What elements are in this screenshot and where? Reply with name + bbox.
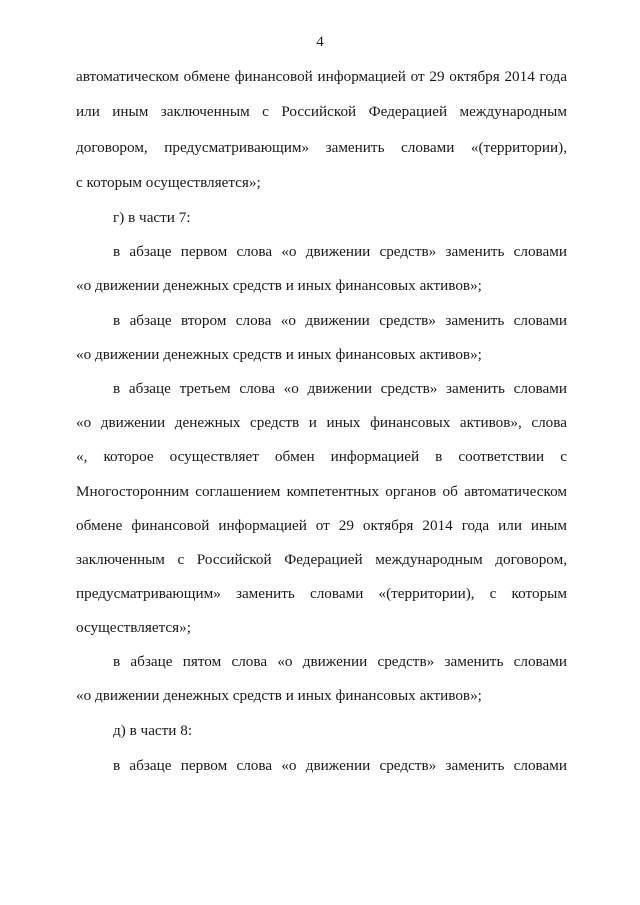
text-line: в абзаце первом слова «о движении средств» заменить словами [113, 757, 567, 774]
page-number: 4 [316, 34, 324, 50]
text-line: «о движении денежных средств и иных финансовых активов»; [76, 277, 482, 294]
text-line: договором, предусматривающим» заменить словами «(территории), [76, 139, 567, 156]
subsection-heading: д) в части 8: [113, 722, 193, 739]
text-line: «о движении денежных средств и иных финансовых активов»; [76, 346, 482, 363]
text-line: в абзаце третьем слова «о движении средств» заменить словами [113, 380, 567, 397]
text-line: «о движении денежных средств и иных финансовых активов»; [76, 687, 482, 704]
text-line: осуществляется»; [76, 619, 191, 636]
text-line: с которым осуществляется»; [76, 174, 261, 191]
text-line: «о движении денежных средств и иных финансовых активов», слова [76, 414, 567, 431]
text-line: Многосторонним соглашением компетентных органов об автоматическом [76, 483, 567, 500]
text-line: «, которое осуществляет обмен информацией в соответствии с [76, 448, 567, 465]
text-line: обмене финансовой информацией от 29 октября 2014 года или иным [76, 517, 567, 534]
text-line: в абзаце первом слова «о движении средств» заменить словами [113, 243, 567, 260]
text-line: или иным заключенным с Российской Федерацией международным [76, 103, 567, 120]
text-line: предусматривающим» заменить словами «(территории), с которым [76, 585, 567, 602]
text-line: в абзаце втором слова «о движении средств» заменить словами [113, 312, 567, 329]
subsection-heading: г) в части 7: [113, 209, 191, 226]
text-line: автоматическом обмене финансовой информацией от 29 октября 2014 года [76, 68, 567, 85]
text-line: заключенным с Российской Федерацией международным договором, [76, 551, 567, 568]
text-line: в абзаце пятом слова «о движении средств» заменить словами [113, 653, 567, 670]
